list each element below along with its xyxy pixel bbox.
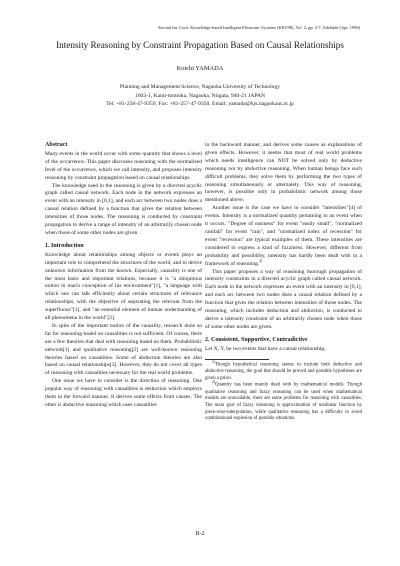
body-paragraph: This paper proposes a way of reasoning thorough propagation of intensity constraints in a directed acyclic graph called causal network. Each node in the network expresses an event with an intensity in [0,1], and each arc between two nodes does a causal relation defined by a function that gives the relation between intensities of those nodes. The reasoning, which includes deduction and abduction, is conducted to derive a intensity constraint of an arbitrarily chosen node when those of some other nodes are given.	[205, 268, 362, 330]
left-column	[45, 142, 202, 410]
body-paragraph	[205, 205, 362, 268]
abstract-heading: Abstract	[45, 142, 68, 148]
page-number: B-2	[195, 531, 205, 537]
footnote-mark: 1)	[212, 359, 215, 364]
footnote-reference: 2)	[259, 258, 263, 263]
body-paragraph: One issue we have to consider is the direction of reasoning. One popular way of reasoning with causalities is deduction which employs them in the forward manner. It derives some effects from causes. The other is abductive reasoning which uses causalities	[45, 378, 202, 408]
affiliation-block	[30, 83, 370, 109]
abstract-paragraph: The knowledge used in the reasoning is given by a directed acyclic graph called causal network. Each node in the network expresses an event with an intensity in [0,1], and each arc between two nodes does a causal relation defined by a function that gives the relation between intensities of those nodes. The reasoning is conducted by constraint propagation to derive a range of intensity of an arbitrarily chosen node when those of some other nodes are given.	[45, 182, 202, 236]
section-heading-2: 2. Consistent, Supportive, Contradictive	[205, 336, 308, 343]
right-column	[205, 142, 362, 423]
body-paragraph: Let X, Y, be two events that have a causal relationship,	[205, 345, 326, 352]
abstract-paragraph: Many events in the world occur with some quantity that shows a level of the occurrence. This paper discusses reasoning with the normalized level of the occurrence, which we call intensity, and proposes intensity reasoning by constraint propagation based on causal relationships.	[45, 150, 202, 181]
affiliation-line: Tel: +81-258-47-9359, Fax: +81-257-47-9350, Email: yamada@kjs.nagaokaut.ac.jp	[106, 101, 294, 108]
body-paragraph: in the backward manner, and derives some causes as explanations of given effects. However, it seems that most of real world problems which needs intelligence can NOT be solved only by deductive reasoning nor by abductive reasoning. When human beings face such difficult problems, they solve them by performing the two types of reasoning simultaneously or alternately. This way of reasoning, however, is possible only in probabilistic network among those mentioned above.	[205, 142, 362, 204]
affiliation-line: Planning and Management Science, Nagaoka University of Technology	[119, 84, 281, 90]
paragraph-text: Another issue is the case we have to consider "intensities"[4] of events. Intensity is a normalized quantity pertaining to an event when it occurs. "Degree of easiness" for event "easily small", "normalized rainfall" for event "rain", and "normalized index of recession" for event "recession" are typical examples of them. These intensities are considered to express a kind of fuzziness. However, different from probability and possibility, intensity has hardly been dealt with in a framework of reasoning.	[205, 205, 362, 267]
running-header: Second Int. Conf. Knowledge-based Intelligent Electronic Systems (KES'98), Vol. 2, pp. 2-7, Adelaide (Apr. 1998)	[158, 25, 360, 30]
footnote-text: Quantity has been mainly dealt with by mathematical models. Though qualitative reasoning and fuzzy reasoning can be used when mathematical models are unavailable, there are some problems for reasoning with causalities. The main goal of fuzzy reasoning is approximation of nonlinear function by piece-wise-interpolation, while qualitative reasoning has a difficulty to avoid combinational explosion of possible situations.	[205, 382, 362, 422]
body-paragraph: Knowledge about relationships among objects or events plays an important role to comprehend the structures of the world, and to derive unknown information from the known. Especially, causality is one of the most basic and important relations, because it is "a ubiquitous notion in man's conception of his environment"[1], "a language with which one can talk efficiently about certain structures of relevance relationships, with the objective of separating the relevant from the superfluous"[1], and "an essential element of human understanding of all phenomena in the world"[2].	[45, 251, 202, 322]
footnote-1	[205, 359, 362, 383]
footnote-2	[205, 382, 362, 423]
footnote-text: Though hypothetical reasoning seems to include both deductive and abductive reasoning, the goal that should be proved and possible hypotheses are given a priori.	[205, 362, 362, 381]
footnotes	[205, 359, 362, 424]
section-heading-introduction: 1. Introduction	[45, 242, 84, 249]
affiliation-line: 1603-1, Kami-tomioka, Nagaoka, Niigata, 940-21 JAPAN	[134, 92, 266, 99]
paper-title: Intensity Reasoning by Constraint Propagation Based on Causal Relationships	[56, 40, 344, 50]
footnote-mark: 2)	[212, 380, 215, 385]
author-name: Koichi YAMADA	[176, 65, 224, 72]
body-paragraph: In spite of the important notion of the causality, research done so far for reasoning based on causalities is not sufficient. Of course, there are a few theories that deal with reasoning based on them. Probabilistic network[1] and qualitative reasoning[2] are well-known reasoning theories based on causalities. Some of abduction theories are also based on causal relationships[3]. However, they do not cover all types of reasoning with causalities necessary for the real world problems.	[45, 322, 202, 377]
